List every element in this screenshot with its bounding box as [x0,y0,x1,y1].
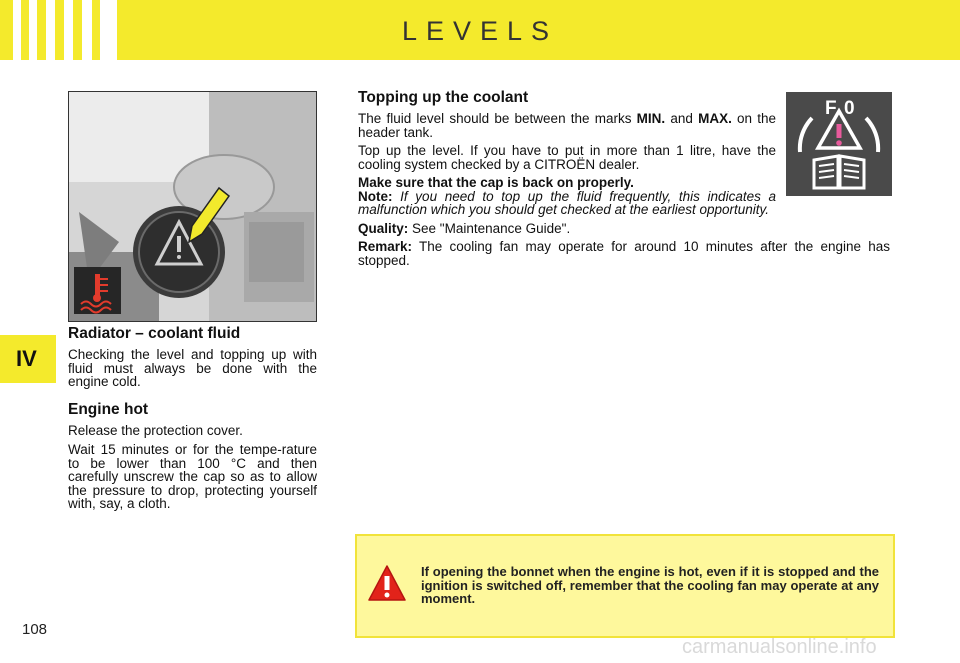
quality-text: Quality: See "Maintenance Guide". [358,220,571,236]
warning-text: If opening the bonnet when the engine is hot, even if it is stopped and the ignition is switched off, remember that the cooling fan may operate at any moment. [421,564,879,606]
watermark: carmanualsonline.info [682,636,877,658]
svg-text:F: F [825,98,837,119]
header-bar [0,0,960,60]
page-title: LEVELS [401,16,559,46]
warning-triangle-icon [367,562,407,604]
svg-text:0: 0 [844,98,855,119]
level-marks-text: The fluid level should be between the marks MIN. and MAX. on the header tank. [358,111,776,140]
page-number: 108 [22,621,48,638]
engine-hot-text-2: Wait 15 minutes or for the tempe-rature to be lower than 100 °C and then carefully unscrew the cap so as to allow the pressure to drop, protecting yourself with, say, a cloth. [68,442,317,511]
warning-box [355,534,895,638]
remark-text: Remark: The cooling fan may operate for around 10 minutes after the engine has stopped. [358,239,890,268]
radiator-text: Checking the level and topping up with fluid must always be done with the engine cold. [68,347,317,389]
chapter-label: IV [16,346,37,371]
engine-hot-text-1: Release the protection cover. [68,422,243,438]
coolant-cap-photo [68,91,317,322]
left-column [68,325,317,517]
section-heading-topping-up: Topping up the coolant [358,89,529,106]
note-text: Note: If you need to top up the fluid frequently, this indicates a malfunction which you should get checked at the earliest opportunity. [358,188,776,217]
section-heading-radiator: Radiator – coolant fluid [68,325,241,342]
chapter-tab[interactable] [0,335,56,383]
cap-text: Make sure that the cap is back on properly. [358,175,634,190]
read-manual-warning-icon [786,92,892,196]
section-heading-engine-hot: Engine hot [68,400,149,418]
top-up-text: Top up the level. If you have to put in more than 1 litre, have the cooling system checked by a CITROËN dealer. [358,143,776,172]
